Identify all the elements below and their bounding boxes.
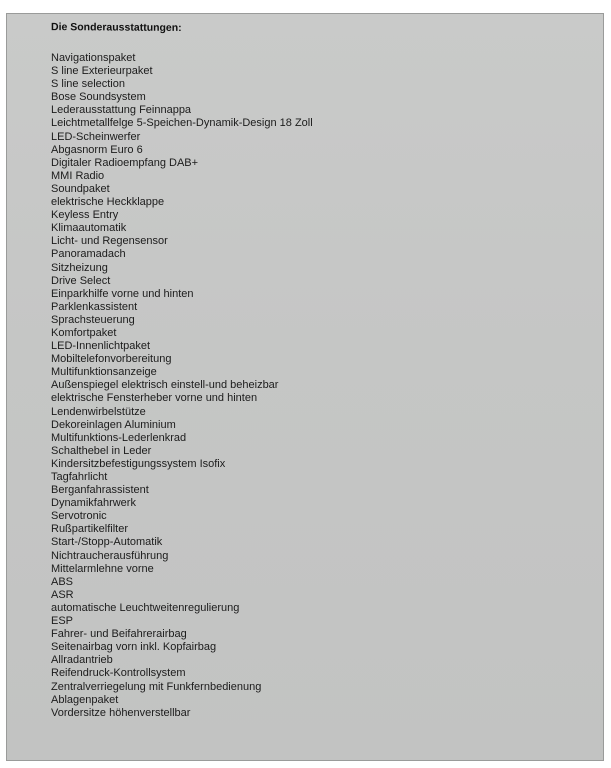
equipment-item: Servotronic: [51, 510, 107, 523]
equipment-item: Dekoreinlagen Aluminium: [51, 418, 176, 431]
equipment-item: Start-/Stopp-Automatik: [51, 536, 163, 549]
equipment-item: elektrische Heckklappe: [51, 196, 165, 209]
equipment-item: Leichtmetallfelge 5-Speichen-Dynamik-Design 18 Zoll: [51, 117, 313, 130]
equipment-item: Lederausstattung Feinnappa: [51, 104, 192, 117]
equipment-item: Kindersitzbefestigungssystem Isofix: [51, 457, 226, 470]
equipment-item: Schalthebel in Leder: [51, 444, 152, 457]
equipment-item: Abgasnorm Euro 6: [51, 143, 143, 156]
equipment-item: Berganfahrassistent: [51, 484, 149, 497]
equipment-item: Seitenairbag vorn inkl. Kopfairbag: [51, 641, 217, 654]
equipment-item: Dynamikfahrwerk: [51, 497, 136, 510]
equipment-item: LED-Innenlichtpaket: [51, 340, 151, 353]
equipment-item: Rußpartikelfilter: [51, 523, 129, 536]
equipment-item: Klimaautomatik: [51, 222, 127, 235]
equipment-item: Multifunktionsanzeige: [51, 366, 157, 379]
equipment-item: Sitzheizung: [51, 261, 108, 274]
equipment-item: Mobiltelefonvorbereitung: [51, 353, 172, 366]
equipment-item: ASR: [51, 588, 74, 601]
paper-sheet: [7, 14, 603, 760]
equipment-item: Multifunktions-Lederlenkrad: [51, 431, 187, 444]
equipment-item: ABS: [51, 575, 74, 588]
equipment-item: Licht- und Regensensor: [51, 235, 168, 248]
equipment-item: Komfortpaket: [51, 326, 117, 339]
equipment-item: Drive Select: [51, 274, 111, 287]
equipment-item: LED-Scheinwerfer: [51, 130, 141, 143]
equipment-item: ESP: [51, 615, 74, 628]
equipment-item: Digitaler Radioempfang DAB+: [51, 156, 199, 169]
equipment-item: Tagfahrlicht: [51, 471, 108, 483]
equipment-item: Nichtraucherausführung: [51, 549, 169, 562]
equipment-item: Mittelarmlehne vorne: [51, 562, 154, 575]
equipment-item: Zentralverriegelung mit Funkfernbedienung: [51, 680, 262, 693]
equipment-item: S line selection: [51, 78, 125, 91]
equipment-item: S line Exterieurpaket: [51, 65, 153, 78]
equipment-item: Sprachsteuerung: [51, 313, 135, 326]
equipment-item: Keyless Entry: [51, 209, 119, 222]
equipment-item: Lendenwirbelstütze: [51, 405, 146, 418]
equipment-item: Reifendruck-Kontrollsystem: [51, 667, 186, 680]
equipment-item: Panoramadach: [51, 248, 126, 261]
equipment-item: elektrische Fensterheber vorne und hinten: [51, 392, 258, 405]
equipment-item: Ablagenpaket: [51, 693, 119, 706]
equipment-item: Fahrer- und Beifahrerairbag: [51, 628, 187, 641]
equipment-item: Allradantrieb: [51, 654, 113, 667]
equipment-item: Einparkhilfe vorne und hinten: [51, 287, 194, 300]
equipment-item: Navigationspaket: [51, 52, 136, 64]
equipment-item: Außenspiegel elektrisch einstell-und beheizbar: [51, 379, 279, 392]
equipment-item: Parklenkassistent: [51, 300, 138, 313]
equipment-item: Bose Soundsystem: [51, 91, 146, 104]
document-photo: [6, 13, 604, 761]
equipment-item: Soundpaket: [51, 182, 110, 195]
document-title: Die Sonderausstattungen:: [51, 21, 182, 34]
equipment-item: Vordersitze höhenverstellbar: [51, 706, 191, 719]
equipment-item: automatische Leuchtweitenregulierung: [51, 601, 240, 614]
equipment-list: [51, 52, 603, 720]
equipment-item: MMI Radio: [51, 169, 105, 182]
